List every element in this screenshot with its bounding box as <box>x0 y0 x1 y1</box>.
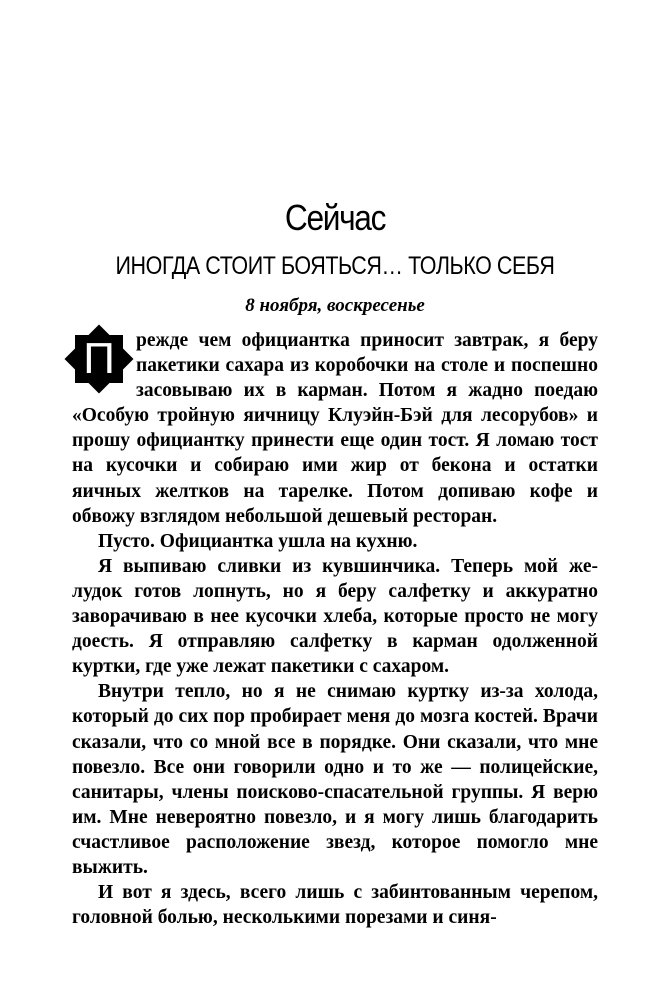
paragraph-1: режде чем официантка приносит завтрак, я беру пакетики сахара из коробочки на столе и поспешно засовываю их в карман. Потом я жадно поедаю «Особую тройную яичницу Клуэйн-Бэй для лесорубов» и прошу официантку принести еще один тост. Я ломаю тост на кусочки и собираю ими жир от бекона и остатки яичных желтков на тарелке. Потом допиваю кофе и обвожу взглядом небольшой дешевый ресторан. <box>72 330 598 527</box>
paragraph-5: И вот я здесь, всего лишь с забинтованным черепом, головной болью, несколькими порезами и синя- <box>72 882 598 929</box>
chapter-date: 8 ноября, воскресенье <box>245 295 425 316</box>
body-text <box>72 328 598 930</box>
drop-cap-letter: П <box>83 334 115 383</box>
drop-cap <box>72 332 126 386</box>
paragraph-3: Я выпиваю сливки из кувшинчика. Теперь мой желудок готов лопнуть, но я беру салфетку и аккуратно заворачиваю в нее кусочки хлеба, которые просто не могу доесть. Я отправляю салфетку в карман одолженной куртки, где уже лежат пакетики с сахаром. <box>72 555 598 678</box>
paragraph-4: Внутри тепло, но я не снимаю куртку из-за холода, который до сих пор пробирает меня до мозга костей. Врачи сказали, что со мной все в порядке. Они сказали, что мне повезло. Все они говорили одно и то же — полицейские, санитары, члены поисково-спасательной группы. Я верю им. Мне невероятно повезло, и я могу лишь благодарить счастливое расположение звезд, которое помогло мне выжить. <box>72 681 598 878</box>
paragraph-2: Пусто. Официантка ушла на кухню. <box>98 530 418 552</box>
paragraph-1-container <box>72 328 598 529</box>
chapter-title: Сейчас <box>284 197 386 238</box>
chapter-subtitle: ИНОГДА СТОИТ БОЯТЬСЯ… ТОЛЬКО СЕБЯ <box>115 252 555 280</box>
book-page <box>72 0 598 1000</box>
